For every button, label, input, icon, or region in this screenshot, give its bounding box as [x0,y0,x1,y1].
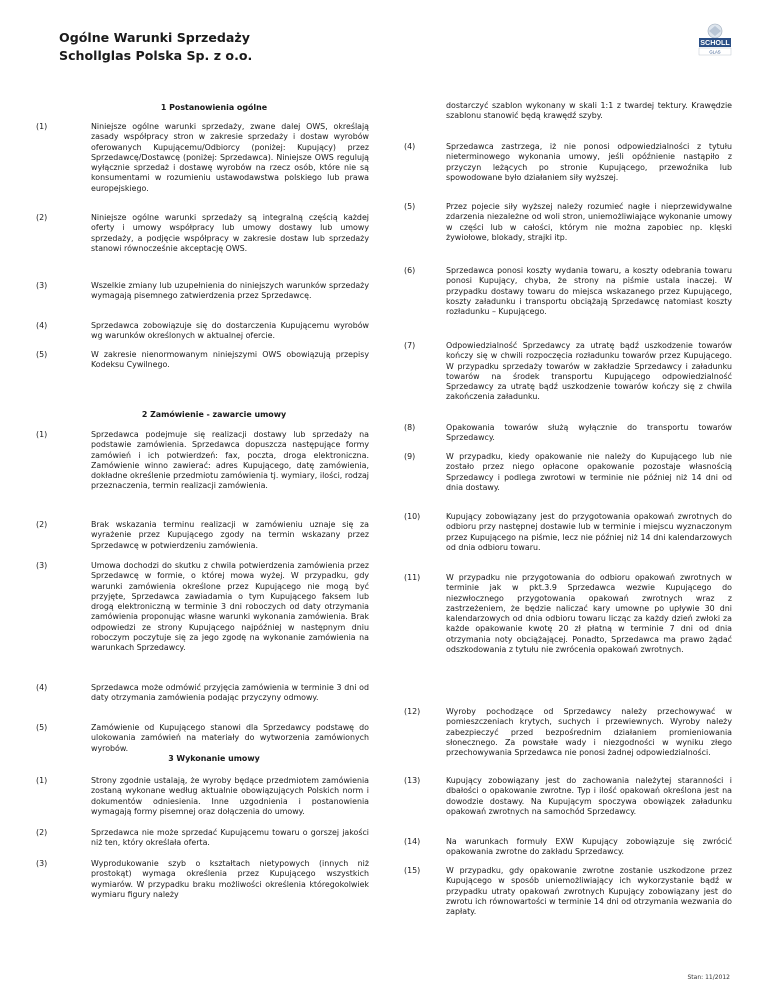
paragraph-number: (9) [404,452,416,461]
paragraph-number: (5) [404,202,416,211]
document-header [59,29,252,64]
paragraph-text: W przypadku nie przygotowania do odbioru opakowań zwrotnych w terminie jak w pkt.3.9 Sprzedawca wezwie Kupującego do niezwłocznego przygotowania opakowań zwrotnych wraz z zastrzeżeniem, że będzie naliczać kary umowne po upływie 30 dni kalendarzowych od dnia odbioru towaru licząc za każdy dzień zwłoki za każde opakowanie kwotę 20 zł płatną w terminie 7 dni od dnia otrzymania noty obciążającej. Ponadto, Sprzedawca ma prawo żądać odszkodowania z tytułu nie zwrócenia opakowań zwrotnych. [446,573,732,655]
paragraph-number: (14) [404,837,421,846]
paragraph-number: (5) [36,350,48,359]
paragraph-number: (6) [404,266,416,275]
paragraph-number: (4) [36,683,48,692]
paragraph-text: Sprzedawca może odmówić przyjęcia zamówienia w terminie 3 dni od daty otrzymania zamówienia podając przyczyny odmowy. [91,683,369,703]
paragraph-number: (13) [404,776,421,785]
paragraph-number: (1) [36,776,48,785]
paragraph-number: (4) [404,142,416,151]
paragraph-text: Wyroby pochodzące od Sprzedawcy należy przechowywać w pomieszczeniach krytych, suchych i przewiewnych. Wyroby należy zabezpieczyć przed bezpośrednim działaniem promieniowania słonecznego. Za powstałe wady i niezgodności w wyniku złego przechowywania Sprzedawca nie ponosi żadnej odpowiedzialności. [446,707,732,758]
paragraph-number: (3) [36,281,48,290]
section-title-3: 3 Wykonanie umowy [168,754,260,763]
paragraph-number: (1) [36,430,48,439]
logo-subtext: GLAS [709,49,721,55]
paragraph-text: Niniejsze ogólne warunki sprzedaży, zwane dalej OWS, określają zasady współpracy stron w zakresie sprzedaży i dostaw wyrobów oferowanych Kupującemu/Odbiorcy (poniżej: Kupujący) przez Sprzedawcę/Dostawcę (poniżej: Sprzedawca). Niniejsze OWS regulują wyłącznie sprzedaż i dostawę wyrobów na rzecz osób, które nie są konsumentami w rozumieniu ustawodawstwa polskiego lub prawa europejskiego. [91,122,369,193]
paragraph-text: Przez pojecie siły wyższej należy rozumieć nagłe i nieprzewidywalne zdarzenia niezależne od woli stron, uniemożliwiające wykonanie umowy w części lub w całości, którym nie można zapobiec np. klęski żywiołowe, blokady, strajki itp. [446,202,732,242]
paragraph-text: Niniejsze ogólne warunki sprzedaży są integralną częścią każdej oferty i umowy współpracy lub umowy dostawy lub umowy sprzedaży, a podjęcie współpracy w zakresie dostaw lub sprzedaży stanowi równocześnie akceptację OWS. [91,213,369,253]
section-title-1: 1 Postanowienia ogólne [160,103,268,112]
paragraph-text: Wszelkie zmiany lub uzupełnienia do niniejszych warunków sprzedaży wymagają pisemnego zatwierdzenia przez Sprzedawcę. [91,281,369,301]
paragraph-number: (2) [36,213,48,222]
paragraph-text: Zamówienie od Kupującego stanowi dla Sprzedawcy podstawę do ulokowania zamówień na materiały do wytworzenia zamówionych wyrobów. [91,723,369,753]
paragraph-number: (12) [404,707,421,716]
paragraph-number: (5) [36,723,48,732]
paragraph-number: (2) [36,828,48,837]
paragraph-text: Odpowiedzialność Sprzedawcy za utratę bądź uszkodzenie towarów kończy się w chwili rozpoczęcia rozładunku towarów przez Kupującego. W przypadku sprzedaży towarów w zakładzie Sprzedawcy i załadunku towarów na środek transportu Kupującego odpowiedzialność Sprzedawcy za utratę bądź uszkodzenie towarów kończy się z chwila zakończenia załadunku. [446,341,732,402]
paragraph-text: W zakresie nienormowanym niniejszymi OWS obowiązują przepisy Kodeksu Cywilnego. [91,350,369,370]
section-title-2: 2 Zamówienie - zawarcie umowy [141,410,287,419]
paragraph-text: dostarczyć szablon wykonany w skali 1:1 z twardej tektury. Krawędzie szablonu stanowić będą krawędź szyby. [446,101,732,121]
paragraph-text: Na warunkach formuły EXW Kupujący zobowiązuje się zwrócić opakowania zwrotne do zakładu Sprzedawcy. [446,837,732,857]
paragraph-number: (8) [404,423,416,432]
paragraph-text: Umowa dochodzi do skutku z chwila potwierdzenia zamówienia przez Sprzedawcę w formie, o której mowa wyżej. W przypadku, gdy warunki zamówienia określone przez Kupującego nie mogą być przyjęte, Sprzedawca zawiadamia o tym Kupującego faksem lub drogą elektroniczną w terminie 3 dni roboczych od daty otrzymania zamówienia proponując własne warunki wykonania zamówienia. Brak odpowiedzi ze strony Kupującego najpóźniej w następnym dniu roboczym poczytuje się za jego zgodę na wykonanie zamówienia na warunkach Sprzedawcy. [91,561,369,653]
paragraph-text: W przypadku, kiedy opakowanie nie należy do Kupującego lub nie zostało przez niego opłacone opakowanie pozostaje własnością Sprzedawcy i podlega zwrotowi w terminie nie później niż 14 dni od dnia dostawy. [446,452,732,492]
paragraph-text: W przypadku, gdy opakowanie zwrotne zostanie uszkodzone przez Kupującego w sposób uniemożliwiający ich wykorzystanie bądź w przypadku utraty opakowań zwrotnych Kupujący zobowiązany jest do zwrotu ich równowartości w terminie 14 dni od otrzymania wezwania do zapłaty. [446,866,732,917]
paragraph-text: Opakowania towarów służą wyłącznie do transportu towarów Sprzedawcy. [446,423,732,443]
footer-date: Stan: 11/2012 [687,974,730,981]
paragraph-text: Sprzedawca nie może sprzedać Kupującemu towaru o gorszej jakości niż ten, który określała oferta. [91,828,369,848]
paragraph-text: Sprzedawca zastrzega, iż nie ponosi odpowiedzialności z tytułu nieterminowego wykonania umowy, jeśli opóźnienie nastąpiło z przyczyn leżących po stronie Kupującego, przewoźnika lub spowodowane było działaniem siły wyższej. [446,142,732,182]
paragraph-text: Kupujący zobowiązany jest do zachowania należytej staranności i dbałości o opakowanie zwrotne. Typ i ilość opakowań określona jest na dowodzie dostawy. Na Kupującym spoczywa obowiązek załadunku opakowań zwrotnych na samochód Sprzedawcy. [446,776,732,816]
paragraph-number: (15) [404,866,421,875]
paragraph-text: Wyprodukowanie szyb o kształtach nietypowych (innych niż prostokąt) wymaga określenia przez Kupującego wszystkich wymiarów. W przypadku braku możliwości określenia któregokolwiek wymiaru figury należy [91,859,369,899]
paragraph-number: (4) [36,321,48,330]
paragraph-number: (3) [36,859,48,868]
paragraph-text: Sprzedawca zobowiązuje się do dostarczenia Kupującemu wyrobów wg warunków określonych w aktualnej ofercie. [91,321,369,341]
paragraph-number: (1) [36,122,48,131]
paragraph-text: Kupujący zobowiązany jest do przygotowania opakowań zwrotnych do odbioru przy następnej dostawie lub w terminie i miejscu wyznaczonym przez Kupującego na piśmie, lecz nie później niż 14 dni kalendarzowych od dnia odbioru towaru. [446,512,732,552]
logo-text: SCHOLL [700,38,730,48]
paragraph-text: Sprzedawca podejmuje się realizacji dostawy lub sprzedaży na podstawie zamówienia. Sprzedawca dopuszcza następujące formy zamówień i ich potwierdzeń: fax, poczta, droga elektroniczna. Zamówienie winno zawierać: adres Kupującego, datę zamówienia, dokładne określenie przedmiotu zamówienia tj. wymiary, ilości, rodzaj przeznaczenia, termin realizacji zamówienia. [91,430,369,491]
company-name: Schollglas Polska Sp. z o.o. [59,47,253,63]
paragraph-text: Strony zgodnie ustalają, że wyroby będące przedmiotem zamówienia zostaną wykonane według aktualnie obowiązujących Polskich norm i dokumentów odniesienia. Inne uzgodnienia i postanowienia wymagają formy pisemnej oraz dołączenia do umowy. [91,776,369,816]
paragraph-number: (10) [404,512,421,521]
document-title: Ogólne Warunki Sprzedaży [59,30,250,45]
paragraph-text: Sprzedawca ponosi koszty wydania towaru, a koszty odebrania towaru ponosi Kupujący, chyba, że strony na piśmie ustala inaczej. W przypadku dostawy towaru do miejsca wskazanego przez Kupującego, koszty załadunku i transportu obciążają Sprzedawcę natomiast koszty rozładunku – Kupującego. [446,266,732,317]
paragraph-text: Brak wskazania terminu realizacji w zamówieniu uznaje się za wyrażenie przez Kupującego zgody na termin wskazany przez Sprzedawcę w potwierdzeniu zamówienia. [91,520,369,550]
paragraph-number: (3) [36,561,48,570]
paragraph-number: (7) [404,341,416,350]
paragraph-number: (2) [36,520,48,529]
scholl-glas-logo [698,22,732,56]
paragraph-number: (11) [404,573,421,582]
